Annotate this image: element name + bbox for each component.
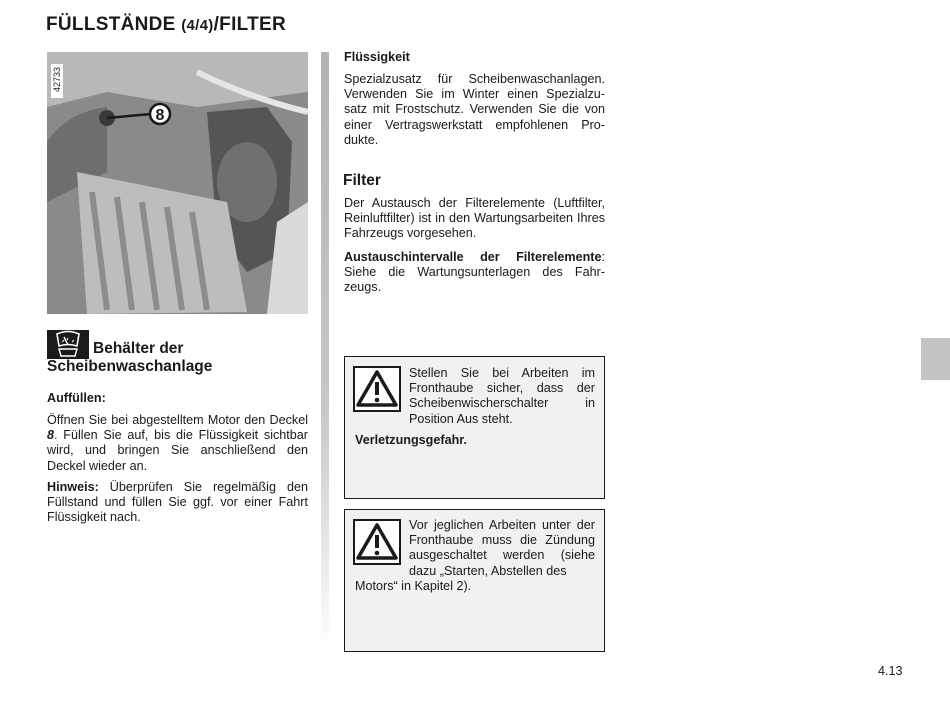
- section-heading: Behälter der Scheibenwaschanlage: [47, 340, 213, 375]
- warning-text: Stellen Sie bei Arbeiten im Fronthaube sicher, dass der Scheibenwischerschalter in Position Aus steht.: [409, 366, 595, 426]
- engine-bay-photo: [47, 52, 308, 314]
- warning-triangle-icon: [353, 366, 401, 412]
- chapter-tab: [921, 338, 950, 380]
- fill-label: Auffüllen:: [47, 391, 106, 405]
- page-title: FÜLLSTÄNDE (4/4)/FILTER: [46, 14, 287, 35]
- warning-box-wiper: [344, 356, 605, 499]
- warning-box-ignition: [344, 509, 605, 652]
- fluid-paragraph: Spezialzusatz für Scheibenwaschanlagen. Verwenden Sie im Winter einen Spezialzu-satz mit Frostschutz. Verwenden Sie die von einer Vertragswerkstatt empfohlenen Pro-dukte.: [344, 72, 605, 147]
- fluid-heading: Flüssigkeit: [344, 50, 410, 64]
- warning-emphasis: Verletzungsgefahr.: [355, 433, 467, 447]
- photo-reference-number: 42733: [52, 66, 62, 92]
- callout-number: 8: [155, 107, 165, 124]
- warning-triangle-icon: [353, 519, 401, 565]
- page-number: 4.13: [878, 664, 903, 678]
- column-divider: [321, 52, 329, 652]
- interval-paragraph: Austauschintervalle der Filterelemente: Siehe die Wartungsunterlagen des Fahr-zeugs.: [344, 250, 605, 295]
- warning-text: Vor jeglichen Arbeiten unter der Fronthaube muss die Zündung ausgeschaltet werden (siehe dazu „Starten, Abstellen des: [409, 518, 595, 578]
- filter-paragraph: Der Austausch der Filterelemente (Luftfilter, Reinluftfilter) ist in den Wartungsarbeiten Ihres Fahrzeugs vorgesehen.: [344, 196, 605, 241]
- filter-heading: Filter: [343, 172, 381, 189]
- fill-instructions: Öffnen Sie bei abgestelltem Motor den Deckel 8. Füllen Sie auf, bis die Flüssigkeit sichtbar wird, und bringen Sie anschließend den Deckel wieder an.: [47, 413, 308, 473]
- warning-text-continued: Motors“ in Kapitel 2).: [355, 579, 472, 593]
- note-paragraph: Hinweis: Überprüfen Sie regelmäßig den Füllstand und füllen Sie ggf. vor einer Fahrt Flüssigkeit nach.: [47, 480, 308, 525]
